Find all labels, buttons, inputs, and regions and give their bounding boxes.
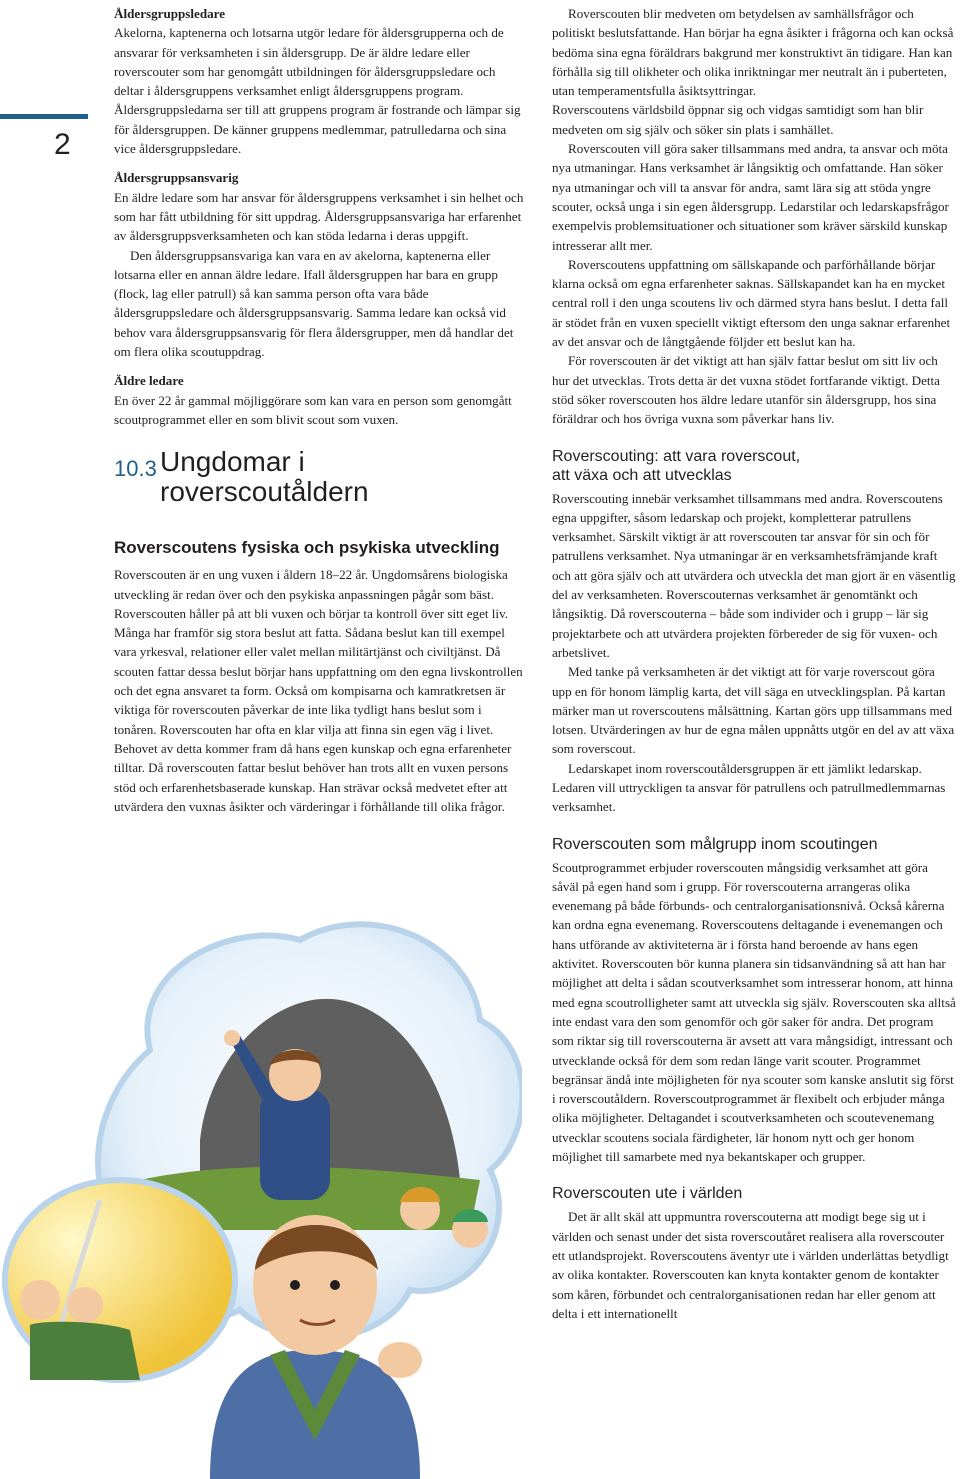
section-heading-roverscouting: Roverscouting: att vara roverscout, att växa och att utvecklas xyxy=(552,447,801,484)
role-heading: Åldersgruppsledare xyxy=(114,6,226,21)
role-block-senior-leader xyxy=(114,371,524,429)
paragraph: Scoutprogrammet erbjuder roverscouten mångsidig verksamhet att göra såväl på egen hand som i grupp. För roverscouterna arrangeras olika evenemang på både förbunds- och centralorganisationsnivå. Också kårerna kan ordna egna evenemang. Roverscoutens deltagande i evenemangen och hans utförande av aktiviteterna är i första hand beroende av hans egen aktivitet. Roverscouten bör kunna planera sin tidsanvändning så att han har möjlighet att delta i sådan scoutverksamhet som intresserar honom, att hinna med egna scoutrolligheter samt att utveckla sig själv. Roverscouten ska alltså inte endast vara den som genomför och gör saker för andra. Det program som riktar sig till roverscouterna är avsett att vara mångsidigt, intressant och utvecklande också för dem som redan länge varit scouter. Programmet begränsar ändå inte möjligheten för nya scouter som kanske anslutit sig först i roverscoutåldern. Roverscoutprogrammet är flexibelt och erbjuder många olika möjligheter. Deltagandet i scoutverksamheten och scoutevenemang utvecklar scoutens sociala färdigheter, lär honom nytt och ger honom möjlighet till samarbete med nya bekantskaper och grupper. xyxy=(552,859,956,1165)
role-block-age-group-responsible xyxy=(114,168,524,361)
paragraph: Ledarskapet inom roverscoutåldersgruppen är ett jämlikt ledarskap. Ledaren vill uttryckligen ta ansvar för patrullens och patrullmedlemmarnas verksamhet. xyxy=(552,760,946,815)
section-heading-in-the-world: Roverscouten ute i världen xyxy=(552,1185,743,1203)
section-number: 10.3 xyxy=(114,456,157,482)
role-block-age-group-leader xyxy=(114,4,524,158)
paragraph: En äldre ledare som har ansvar för åldersgruppens verksamhet i sin helhet och som har fått utbildning för sitt uppdrag. Åldersgruppsansvariga har erfarenhet av åldersgruppsverksamheten och kan stöda ledarna i deras uppgift. xyxy=(114,189,524,244)
section-title: Ungdomar i roverscoutåldern xyxy=(160,446,369,508)
paragraph: Roverscouten vill göra saker tillsammans med andra, ta ansvar och möta nya utmaningar. Hans verksamhet är långsiktig och omfattande. Han söker nya utmaningar och vill ta ansvar för andra, samt lära sig att stöda yngre scouter, också unga i sin egen åldersgrupp. Ledarstilar och ledarskapsfrågor exempelvis problemsituationer och situationer som kräver särskild kunskap intresserar allt mer. xyxy=(552,141,949,253)
section-heading-target-group: Roverscouten som målgrupp inom scoutingen xyxy=(552,835,878,853)
paragraph: Roverscoutens världsbild öppnar sig och vidgas samtidigt som han blir medveten om sig själv och söker sin plats i samhället. xyxy=(552,102,924,137)
paragraph: Den åldersgruppsansvariga kan vara en av akelorna, kaptenerna eller lotsarna eller en annan äldre ledare. Ifall åldersgruppen har bara en grupp (flock, lag eller patrull) så kan samma person ofta vara både åldersgruppsledare och åldersgruppsansvarig. Samma ledare kan också vid behov vara åldersgruppsansvarig för flera åldersgrupper, men då handlar det om flera olika scoutuppdrag. xyxy=(114,247,514,360)
left-column xyxy=(114,4,524,816)
paragraph: Roverscouting innebär verksamhet tillsammans med andra. Roverscoutens egna uppgifter, såsom ledarskap och projekt, kompletterar patrullens verksamhet. Särskilt viktigt är att roverscouten tar ansvar för sin och för patrullens verksamhet. Nya utmaningar är en verksamhetsfrämjande kraft och att göra själv och att utvärdera och utveckla det man gjort är en väsentlig del av verksamheten. Roverscouternas verksamhet är genomtänkt och långsiktig. Då roverscouterna – både som individer och i grupp – lär sig projektarbete och att utvärdera projekten förbereder de sig för vuxen- och arbetslivet. xyxy=(552,490,956,660)
paragraph: Roverscoutens uppfattning om sällskapande och parförhållande börjar klarna också om egna erfarenheter saknas. Sällskapandet kan ha en mycket central roll i den unga scoutens liv och därmed styra hans beslut. I detta fall är stödet från en vuxen speciellt viktigt eftersom den unga saknar erfarenhet av det ansvar och de långtgående följder ett beslut kan ha. xyxy=(552,256,951,350)
paragraph: Det är allt skäl att uppmuntra roverscouterna att modigt bege sig ut i världen och senast under det sista roverscoutåret realisera alla roverscouter ett utlandsprojekt. Roverscoutens äventyr ute i världen underlättas betydligt av olika kontakter. Roverscouten kan knyta kontakter genom de kontakter som kåren, förbundet och centralorganisationen redan har eller genom att delta i ett internationellt xyxy=(552,1209,949,1321)
role-heading: Äldre ledare xyxy=(114,373,184,389)
right-column xyxy=(552,4,956,1323)
paragraph: Åldersgruppsledarna ser till att gruppens program är fostrande och lämpar sig för åldersgruppen. De känner gruppens medlemmar, patrulledarna och sina vice åldersgruppsledare. xyxy=(114,102,521,157)
role-heading: Åldersgruppsansvarig xyxy=(114,170,239,186)
subsection-title: Roverscoutens fysiska och psykiska utveckling xyxy=(114,538,500,558)
paragraph: För roverscouten är det viktigt att han själv fattar beslut om sitt liv och hur det utvecklas. Trots detta är det vuxna stödet fortfarande viktigt. Detta stöd söker roverscouten hos äldre ledare utanför sin åldersgrupp, hos sina föräldrar och hos övriga vuxna som påverkar hans liv. xyxy=(552,353,940,427)
scout-head xyxy=(20,1280,60,1320)
paragraph: En över 22 år gammal möjliggörare som kan vara en person som genomgått scoutprogrammet eller en som blivit scout som vuxen. xyxy=(114,392,512,427)
paragraph: Med tanke på verksamheten är det viktigt att för varje roverscout göra upp en för honom lämplig karta, det vill säga en utvecklingsplan. På kartan märker man ut roverscoutens målsättning. Kartan görs upp tillsammans med lotsen. Utvärderingen av hur de egna målen uppnåtts utgör en del av att växa som roverscout. xyxy=(552,664,955,757)
scout-head xyxy=(67,1287,103,1323)
page-number: 2 xyxy=(54,128,71,161)
scouts-thought-bubble-illustration xyxy=(0,880,522,1479)
section-heading xyxy=(114,447,524,507)
chapter-marker-bar xyxy=(0,114,88,119)
paragraph: Akelorna, kaptenerna och lotsarna utgör ledare för åldersgrupperna och de ansvarar för verksamheten i sin åldersgrupp. De är äldre ledare eller roverscouter som har genomgått utbildningen för åldersgruppsledare och deltar i åldersgruppens verksamhet enligt åldersgruppens program. xyxy=(114,25,504,99)
paragraph: Roverscouten är en ung vuxen i åldern 18–22 år. Ungdomsårens biologiska utveckling är redan över och den psykiska anpassningen pågår som bäst. Roverscouten håller på att bli vuxen och börjar ta kontroll över sitt eget liv. Många har framför sig stora beslut att fatta. Sådana beslut kan till exempel vara yrkesval, relationer eller valet mellan militärtjänst och civiltjänst. Då scouten fattar dessa beslut börjar hans uppfattning om den egna livskontrollen och det egna ansvaret ta form. Också om kompisarna och kamratkretsen är viktiga för roverscouten påverkar de inte lika tydligt hans beslut som i tonåren. Roverscouten har ofta en klar vilja att finna sin egen väg i livet. Behovet av detta kommer fram då hans egen kunskap och egna erfarenheter tilltar. Då roverscouten fattar beslut behöver han trots allt en vuxen persons stöd och erfarenhetsbaserade kunskap. Han strävar också medvetet efter att utvärdera den vuxnas åsikter och värderingar i förhållande till olika frågor. xyxy=(114,567,523,814)
paragraph: Roverscouten blir medveten om betydelsen av samhällsfrågor och politiskt beslutsfattande. Han börjar ha egna åsikter i frågorna och kan också bedöma sina egna föräldrars bakgrund mer konstruktivt än tidigare. Han kan förhålla sig till olikheter och olika inriktningar mer neutralt än i puberteten, utan temperamentsfulla åsiktsyttringar. xyxy=(552,6,954,99)
